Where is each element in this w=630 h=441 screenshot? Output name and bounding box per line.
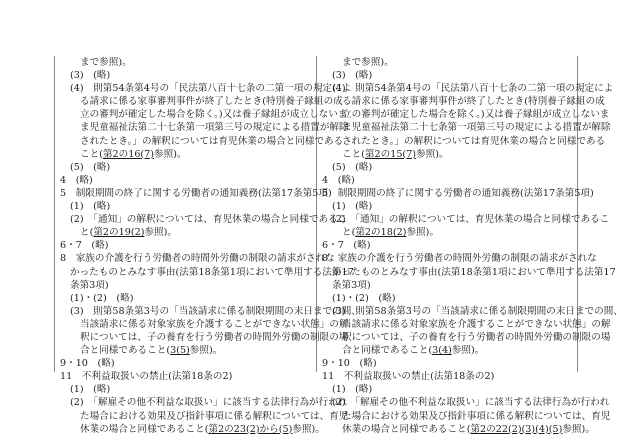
cross-reference: 第2の22(2)(3)(4)(5)	[470, 423, 563, 435]
text-line: (5) (略)	[332, 161, 373, 173]
text-line: 4 (略)	[322, 174, 355, 186]
cross-reference: 第2の16(7)	[102, 148, 155, 160]
text-line: (1) (略)	[332, 201, 373, 213]
cross-reference: 第2の23(2)から(5)	[208, 423, 293, 435]
text-line: (1)・(2) (略)	[332, 292, 396, 304]
text-line: 8 家族の介護を行う労働者の時間外労働の制限の請求がされな	[60, 253, 335, 265]
text-line: まで参照)。	[342, 57, 394, 68]
text-line: る請求に係る家事審判事件が終了したとき(特別養子縁組の成	[342, 96, 605, 108]
text-line: (3) (略)	[70, 70, 111, 82]
text-line: 立の審判が確定した場合を除く。)又は養子縁組が成立しないま	[80, 109, 348, 121]
text-line: 11 不利益取扱いの禁止(法第18条の2)	[60, 371, 233, 383]
text-segment: 休業の場合と同様であること(	[80, 423, 209, 435]
text-line: た場合における効果及び指針事項に係る解釈については、育児	[80, 410, 349, 422]
text-line: 釈については、子の養育を行う労働者の時間外労働の制限の場	[80, 331, 349, 343]
text-segment: 休業の場合と同様であること(	[342, 423, 471, 435]
cross-reference: 第2の15(7)	[364, 148, 417, 160]
cross-reference: 3(5)	[170, 345, 190, 357]
text-line	[322, 344, 580, 357]
text-line: 5 制限期間の終了に関する労働者の通知義務(法第17条第5項)	[60, 187, 332, 199]
text-line: ま児童福祉法第二十七条第一項第三号の規定による措置が解除	[80, 122, 349, 134]
text-line: 9・10 (略)	[60, 358, 115, 370]
text-line: (3) 則第58条第3号の「当該請求に係る制限期間の末日までの間、	[70, 305, 361, 317]
text-line: (5) (略)	[70, 161, 111, 173]
text-line: (1) (略)	[70, 201, 111, 213]
text-segment: 参照)。	[406, 227, 439, 239]
text-line: 条第3項)	[332, 279, 371, 291]
text-segment: 参照)。	[416, 148, 449, 160]
text-line: 条第3項)	[70, 279, 109, 291]
text-segment: と(	[80, 227, 94, 239]
text-line: 当該請求に係る対象家族を介護することができない状態」の解	[342, 318, 611, 330]
text-line	[60, 423, 325, 436]
text-line: (2) 「通知」の解釈については、育児休業の場合と同様であるこ	[332, 214, 610, 226]
text-line: 当該請求に係る対象家族を介護することができない状態」の解	[80, 318, 349, 330]
text-segment: と(	[342, 227, 356, 239]
text-line: 立の審判が確定した場合を除く。)又は養子縁組が成立しないま	[342, 109, 610, 121]
text-line: (1)・(2) (略)	[70, 292, 134, 304]
text-line	[322, 226, 580, 239]
cross-reference: 3(4)	[432, 345, 452, 357]
text-line: されたとき。」の解釈については育児休業の場合と同様である	[80, 135, 344, 147]
text-line: 4 (略)	[60, 174, 93, 186]
text-segment: 合と同様であること(	[342, 345, 433, 357]
text-line: かったものとみなす事由(法第18条第1項において準用する法第17	[70, 266, 354, 278]
text-segment: 参照)。	[144, 227, 177, 239]
text-segment: 合と同様であること(	[80, 345, 171, 357]
text-line	[60, 226, 318, 239]
text-line: (3) 則第58条第3号の「当該請求に係る制限期間の末日までの間、	[332, 305, 623, 317]
text-line	[322, 148, 580, 161]
text-segment: 参照)。	[451, 345, 485, 357]
text-line: (1) (略)	[70, 384, 111, 396]
text-line: 9・10 (略)	[322, 358, 377, 370]
text-line: 5 制限期間の終了に関する労働者の通知義務(法第17条第5項)	[322, 187, 594, 199]
cross-reference: 第2の18(2)	[355, 227, 407, 239]
text-line: (2) 「通知」の解釈については、育児休業の場合と同様であるこ	[70, 214, 348, 226]
text-line: (2) 「解雇その他不利益な取扱い」に該当する法律行為が行われ	[332, 397, 610, 409]
text-segment: 参照)。	[292, 423, 325, 435]
text-line	[60, 148, 318, 161]
text-segment: 参照)。	[562, 423, 595, 435]
text-line: されたとき。」の解釈については育児休業の場合と同様である	[342, 135, 606, 147]
text-line: 6・7 (略)	[60, 240, 109, 252]
text-segment: こと(	[80, 148, 103, 160]
right-column-current-text	[322, 56, 623, 436]
text-line: (4) 則第54条第4号の「民法第八百十七条の二第一項の規定によ	[70, 83, 352, 95]
text-line: ま児童福祉法第二十七条第一項第三号の規定による措置が解除	[342, 122, 611, 134]
text-line: 釈については、子の養育を行う労働者の時間外労働の制限の場	[342, 331, 611, 343]
left-border-line	[54, 56, 55, 372]
text-segment: こと(	[342, 148, 365, 160]
text-line: 11 不利益取扱いの禁止(法第18条の2)	[322, 371, 495, 383]
text-line: る請求に係る家事審判事件が終了したとき(特別養子縁組の成	[80, 96, 343, 108]
left-column-revised-text	[60, 56, 361, 436]
text-line: た場合における効果及び指針事項に係る解釈については、育児	[342, 410, 611, 422]
text-line	[322, 423, 595, 436]
text-line: (3) (略)	[332, 70, 373, 82]
text-line: (4) 則第54条第4号の「民法第八百十七条の二第一項の規定によ	[332, 83, 614, 95]
text-line: 8 家族の介護を行う労働者の時間外労働の制限の請求がされな	[322, 253, 597, 265]
text-line	[60, 344, 318, 357]
cross-reference: 第2の19(2)	[93, 227, 145, 239]
text-line: (1) (略)	[332, 384, 373, 396]
text-line: まで参照)。	[80, 57, 132, 68]
text-line: かったものとみなす事由(法第18条第1項において準用する法第17	[332, 266, 616, 278]
text-segment: 参照)。	[189, 345, 223, 357]
text-line: 6・7 (略)	[322, 240, 371, 252]
text-line: (2) 「解雇その他不利益な取扱い」に該当する法律行為が行われ	[70, 397, 348, 409]
text-segment: 参照)。	[154, 148, 187, 160]
